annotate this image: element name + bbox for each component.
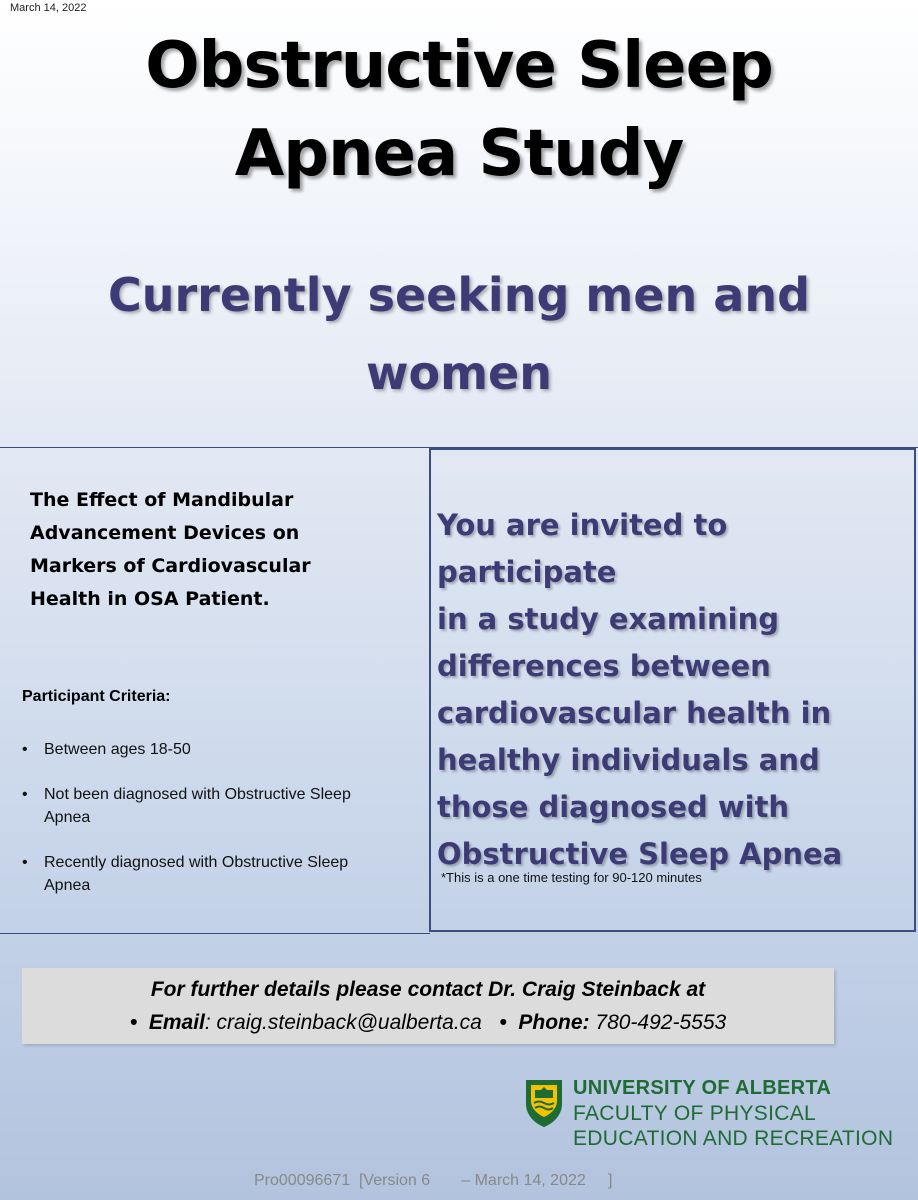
study-title-line: Health in OSA Patient. xyxy=(30,588,270,610)
bullet: • xyxy=(499,1011,507,1034)
criteria-item-text: Apnea xyxy=(44,809,91,826)
criteria-item-text: • Not been diagnosed with Obstructive Sleep xyxy=(44,786,351,803)
invitation-line: You are invited to participate xyxy=(437,508,728,589)
date-label: March 14, 2022 xyxy=(10,2,87,14)
university-crest-logo xyxy=(524,1078,564,1128)
invitation-line: differences between xyxy=(437,649,771,683)
contact-box xyxy=(22,968,834,1044)
contact-heading: For further details please contact Dr. Craig Steinback at xyxy=(150,978,706,1001)
invitation-line: healthy individuals and xyxy=(437,743,820,777)
subtitle-line-2: women xyxy=(366,346,552,400)
left-panel xyxy=(0,448,428,934)
faculty-line-1: FACULTY OF PHYSICAL xyxy=(573,1102,816,1125)
study-title-line: The Effect of Mandibular xyxy=(30,489,294,511)
criteria-heading: Participant Criteria: xyxy=(22,688,171,705)
contact-details xyxy=(22,1011,834,1035)
protocol-footer: Pro00096671 [Version 6 – March 14, 2022 ] xyxy=(254,1172,613,1189)
subtitle xyxy=(20,256,898,412)
right-panel xyxy=(429,448,916,932)
bullet: • xyxy=(129,1011,138,1034)
invitation-line: in a study examining xyxy=(437,602,779,636)
phone-number: 780-492-5553 xyxy=(589,1011,727,1034)
subtitle-line-1: Currently seeking men and xyxy=(107,268,811,322)
invitation-line: those diagnosed with xyxy=(437,790,790,824)
criteria-item xyxy=(22,783,417,829)
page-title xyxy=(0,22,918,198)
study-title-line: Advancement Devices on xyxy=(30,522,300,544)
criteria-list xyxy=(22,738,417,919)
criteria-item-text: Apnea xyxy=(44,877,91,894)
phone-label: Phone: xyxy=(518,1011,590,1034)
testing-note: *This is a one time testing for 90-120 minutes xyxy=(441,870,702,885)
title-line-2: Apnea Study xyxy=(234,117,684,191)
university-name: UNIVERSITY OF ALBERTA xyxy=(573,1077,832,1099)
criteria-item-text: • Recently diagnosed with Obstructive Sleep xyxy=(44,854,349,871)
study-title-line: Markers of Cardiovascular xyxy=(30,555,311,577)
email-label: Email xyxy=(148,1011,205,1034)
invitation-text xyxy=(437,502,913,878)
invitation-line: Obstructive Sleep Apnea xyxy=(437,837,843,871)
criteria-item-text: • Between ages 18-50 xyxy=(44,741,191,758)
email-link[interactable]: : craig.steinback@ualberta.ca xyxy=(204,1011,482,1034)
title-line-1: Obstructive Sleep xyxy=(145,29,773,103)
criteria-item xyxy=(22,738,417,761)
criteria-item xyxy=(22,851,417,897)
study-title xyxy=(30,484,350,616)
faculty-line-2: EDUCATION AND RECREATION xyxy=(573,1127,894,1150)
invitation-line: cardiovascular health in xyxy=(437,696,832,730)
